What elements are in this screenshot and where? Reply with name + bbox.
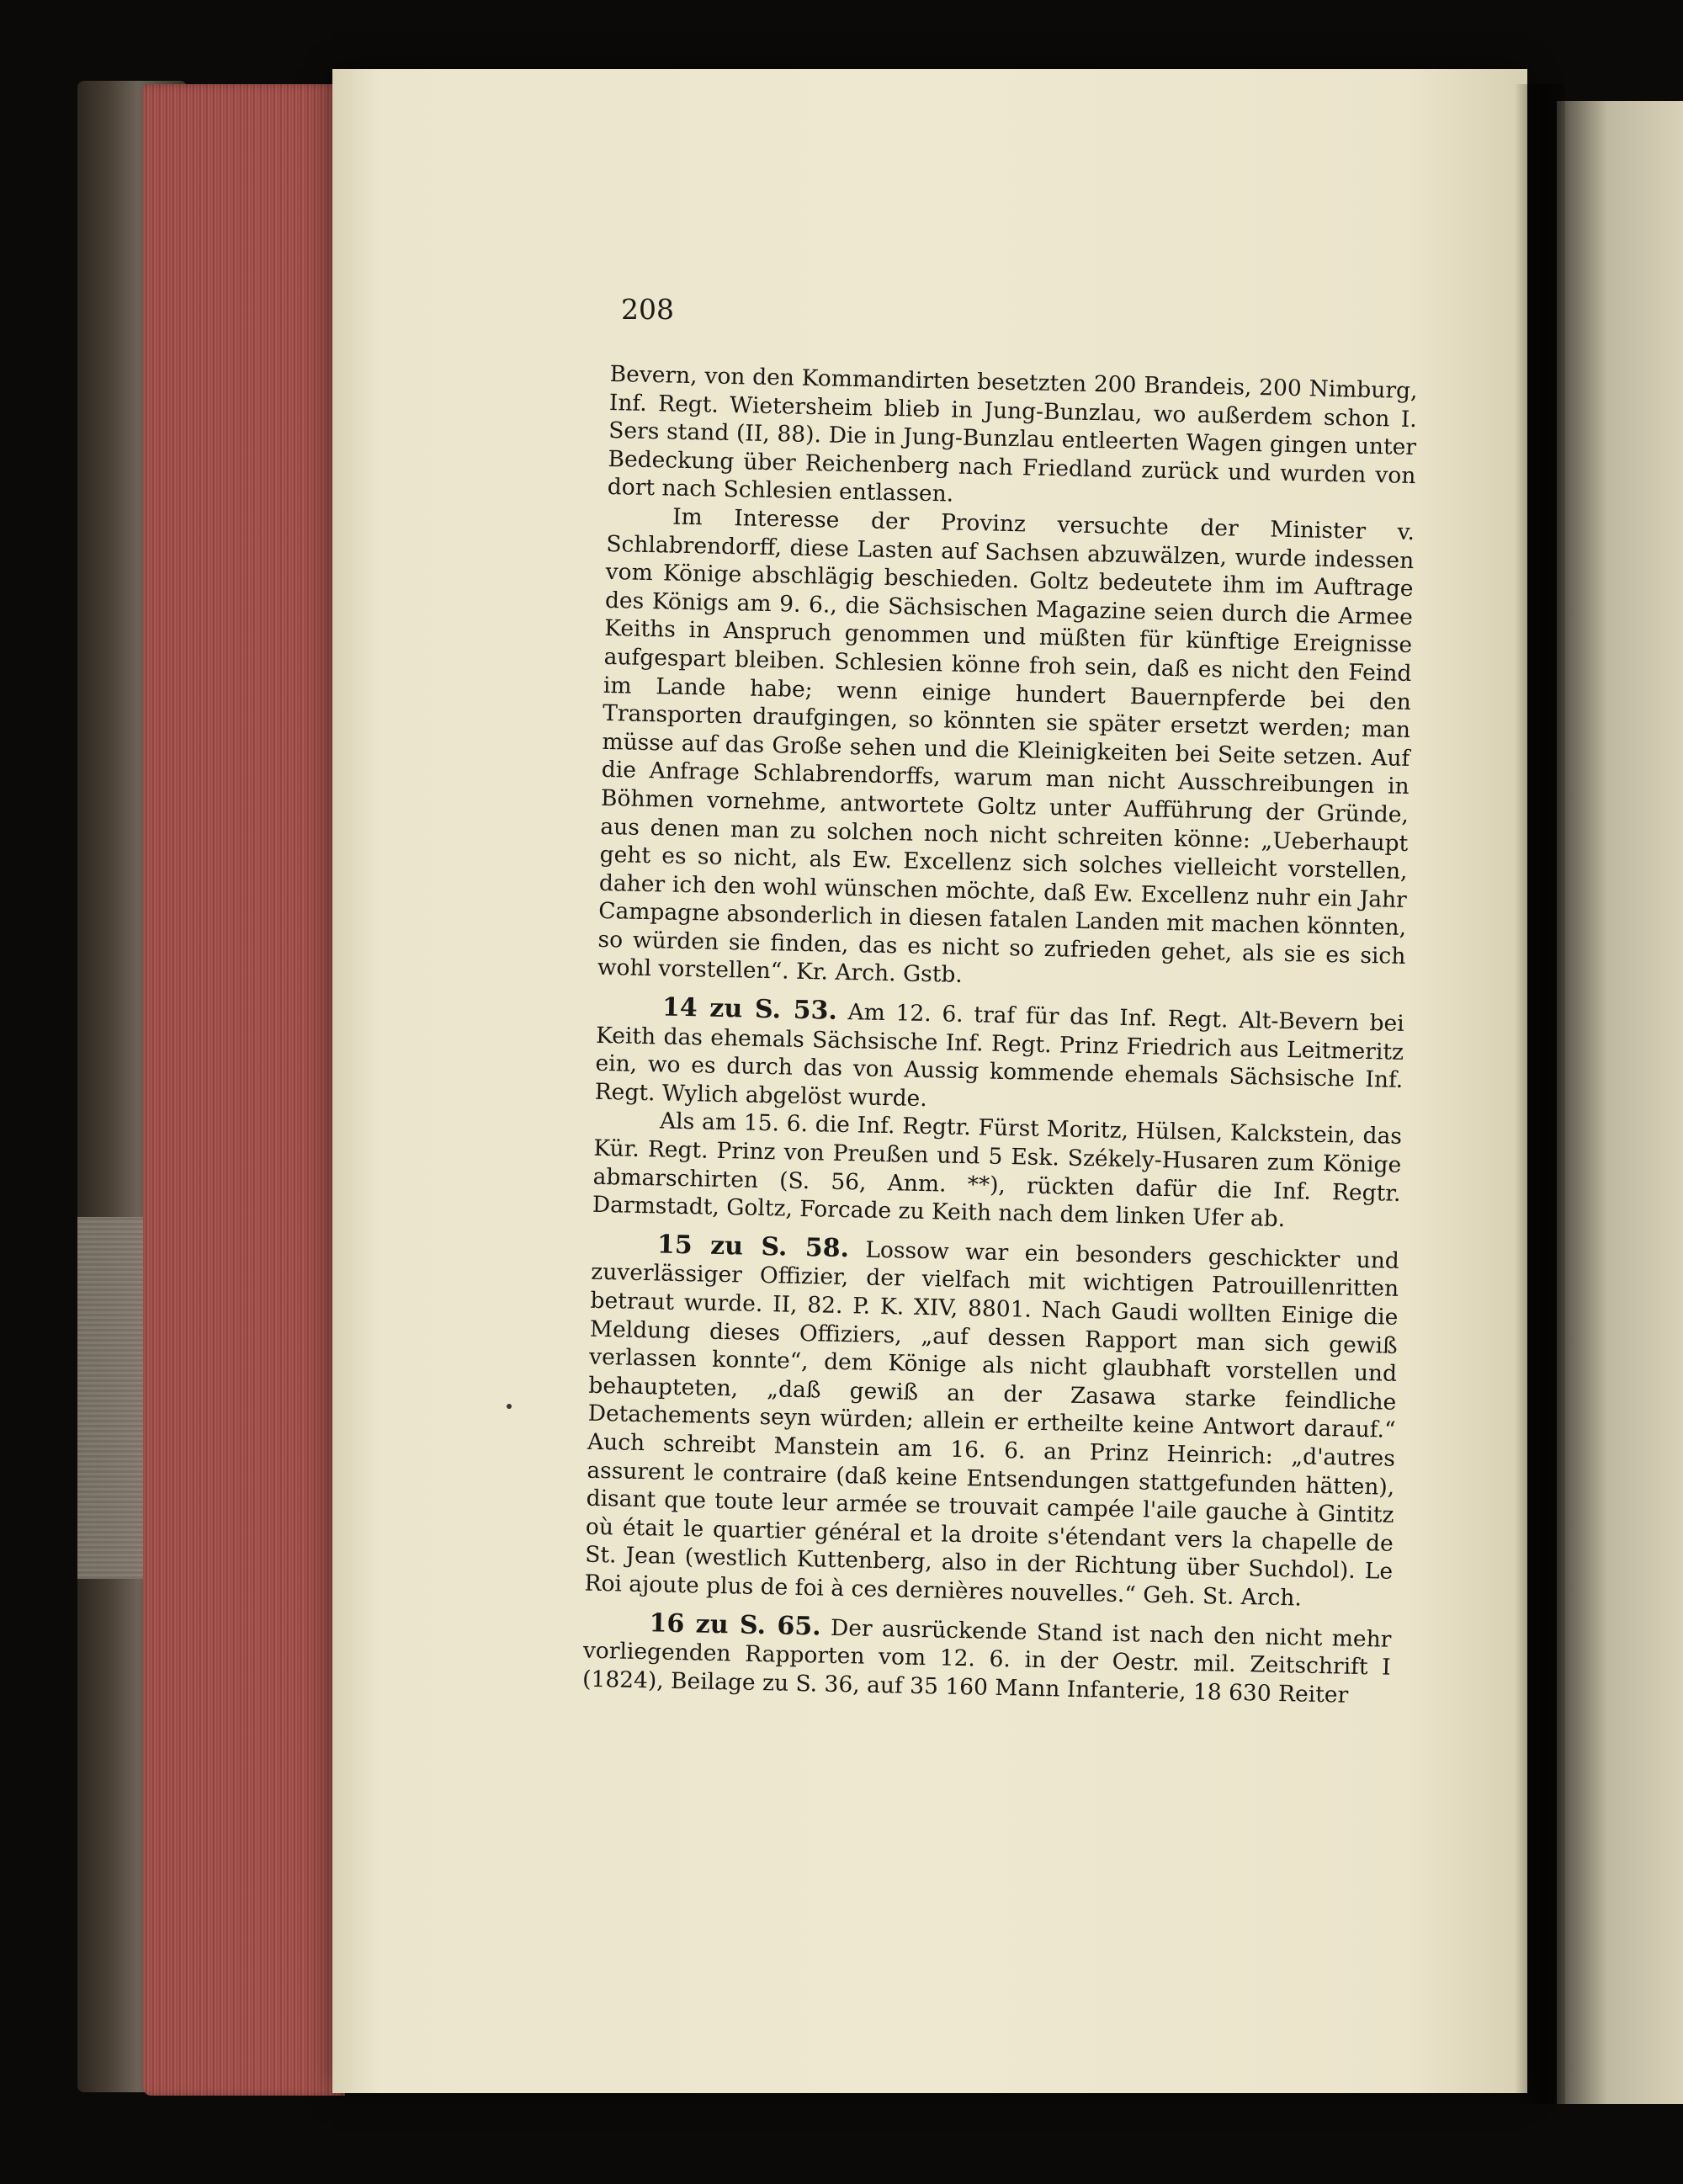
- note-16-text: Der ausrückende Stand ist nach den nicht mehr vorliegenden Rapporten vom 12. 6. in der Oestr. mil. Zeitschrift I (1824), Beilage zu S. 36, auf 35 160 Mann Infanterie, 18 630 Reiter: [581, 1614, 1392, 1708]
- page-speck: [507, 1404, 512, 1409]
- page-text: [582, 360, 1418, 1710]
- note-14-continuation: Als am 15. 6. die Inf. Regtr. Fürst Moritz, Hülsen, Kalckstein, das Kür. Regt. Prinz von Preußen und 5 Esk. Székely-Husaren zum Könige abmarschirten (S. 56, Anm. **), rückten dafür die Inf. Regtr. Darmstadt, Goltz, Forcade zu Keith nach dem linken Ufer ab.: [592, 1108, 1403, 1233]
- note-14-text: Am 12. 6. traf für das Inf. Regt. Alt-Bevern bei Keith das ehemals Sächsische Inf. Regt. Prinz Friedrich aus Leitmeritz ein, wo es durch das von Aussig kommende ehemals Sächsische Inf. Regt. Wylich abgelöst wurde.: [594, 999, 1405, 1112]
- note-15-text: Lossow war ein besonders geschickter und zuverlässiger Offizier, der vielfach mit wichtigen Patrouillenritten betraut wurde. II, 82. P. K. XIV, 8801. Nach Gaudi wollten Einige die Meldung dieses Offiziers, „auf dessen Rapport man sich gewiß verlassen konnte“, dem Könige als nicht glaubhaft vorstellen und behaupteten, „daß gewiß an der Zasawa starke feindliche Detachements seyn würden; allein er ertheilte keine Antwort darauf.“ Auch schreibt Manstein am 16. 6. an Prinz Heinrich: „d'autres assurent le contraire (daß keine Entsendungen stattgefunden hätten), disant que toute leur armée se trouvait campée l'aile gauche à Gintitz où était le quartier général et la droite s'étendant vers la chapelle de St. Jean (westlich Kuttenberg, also in der Richtung über Suchdol). Le Roi ajoute plus de foi à ces dernières nouvelles.“ Geh. St. Arch.: [584, 1236, 1400, 1612]
- gutter-shadow: [1515, 84, 1565, 2104]
- facing-page: [1557, 101, 1683, 2104]
- note-14: [594, 992, 1404, 1123]
- note-14-heading: 14 zu S. 53.: [661, 992, 838, 1026]
- page-number: 208: [621, 293, 674, 326]
- note-16: [582, 1607, 1392, 1710]
- page-edges: [143, 84, 345, 2096]
- paragraph-schlabrendorff: Im Interesse der Provinz versuchte der Minister v. Schlabrendorff, diese Lasten auf Sachsen abzuwälzen, wurde indessen vom Könige abschlägig beschieden. Goltz bedeutete ihm im Auftrage des Königs am 9. 6., die Sächsischen Magazine seien durch die Armee Keiths in Anspruch genommen und müßten für künftige Ereignisse aufgespart bleiben. Schlesien könne froh sein, daß es nicht den Feind im Lande habe; wenn einige hundert Bauernpferde bei den Transporten draufgingen, so könnten sie später ersetzt werden; man müsse auf das Große sehen und die Kleinigkeiten bei Seite setzen. Auf die Anfrage Schlabrendorffs, warum man nicht Ausschreibungen in Böhmen vornehme, antwortete Goltz unter Aufführung der Gründe, aus denen man zu solchen noch nicht schreiten könne: „Ueberhaupt geht es so nicht, als Ew. Excellenz sich solches vielleicht vorstellen, daher ich den wohl wünschen möchte, daß Ew. Excellenz nuhr ein Jahr Campagne absonderlich in diesen fatalen Landen mit machen könnten, so würden sie finden, das es nicht so zufrieden gehet, als sie es sich wohl vorstellen“. Kr. Arch. Gstb.: [597, 503, 1415, 989]
- note-16-heading: 16 zu S. 65.: [649, 1607, 822, 1642]
- note-15-heading: 15 zu S. 58.: [656, 1230, 850, 1263]
- note-15: [584, 1230, 1399, 1615]
- paragraph-continuation: Bevern, von den Kommandirten besetzten 200 Brandeis, 200 Nimburg, Inf. Regt. Wietersheim blieb in Jung-Bunzlau, wo außerdem schon I. Sers stand (II, 88). Die in Jung-Bunzlau entleerten Wagen gingen unter Bedeckung über Reichenberg nach Friedland zurück und wurden von dort nach Schlesien entlassen.: [607, 360, 1418, 507]
